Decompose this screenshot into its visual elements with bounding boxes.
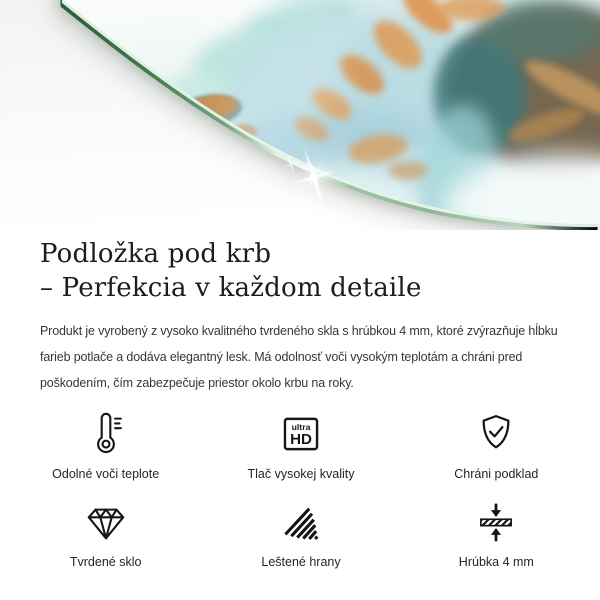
feature-label: Tvrdené sklo <box>69 555 142 569</box>
feature-label: Chráni podklad <box>454 467 539 481</box>
ultra-hd-icon-text-bottom: HD <box>290 431 312 449</box>
diamond-icon <box>8 498 203 544</box>
feature-label: Hrúbka 4 mm <box>458 555 534 569</box>
feature-item-print-quality <box>203 410 398 482</box>
thermometer-icon <box>8 410 203 456</box>
product-info-section <box>0 230 600 396</box>
page-title-line-1: Podložka pod krb <box>40 239 272 269</box>
shield-check-icon <box>399 410 594 456</box>
page-title-line-2: – Perfekcia v každom detaile <box>40 273 422 303</box>
page-title <box>40 230 560 305</box>
product-description: Produkt je vyrobený z vysoko kvalitného tvrdeného skla s hrúbkou 4 mm, ktoré zvýrazňuje hĺbku farieb potlače a dodáva elegantný lesk. Má odolnosť voči vysokým teplotám a chráni pred poškodením, čím zabezpečuje priestor okolo krbu na roky. <box>40 324 558 390</box>
feature-item-tempered-glass <box>8 498 203 570</box>
feature-label: Tlač vysokej kvality <box>247 467 355 481</box>
feature-item-polished-edges <box>203 498 398 570</box>
feature-label: Leštené hrany <box>261 555 341 569</box>
feature-item-protects-floor <box>399 410 594 482</box>
ultra-hd-icon <box>203 410 398 456</box>
feature-label: Odolné voči teplote <box>52 467 160 481</box>
features-grid <box>8 410 594 570</box>
polished-edges-icon <box>203 498 398 544</box>
thickness-icon <box>399 498 594 544</box>
feature-item-thickness <box>399 498 594 570</box>
ultra-hd-icon-text-top: ultra <box>291 421 311 432</box>
marble-glass-panel-image <box>0 0 600 230</box>
product-hero-image <box>0 0 600 230</box>
feature-item-heat-resistant <box>8 410 203 482</box>
